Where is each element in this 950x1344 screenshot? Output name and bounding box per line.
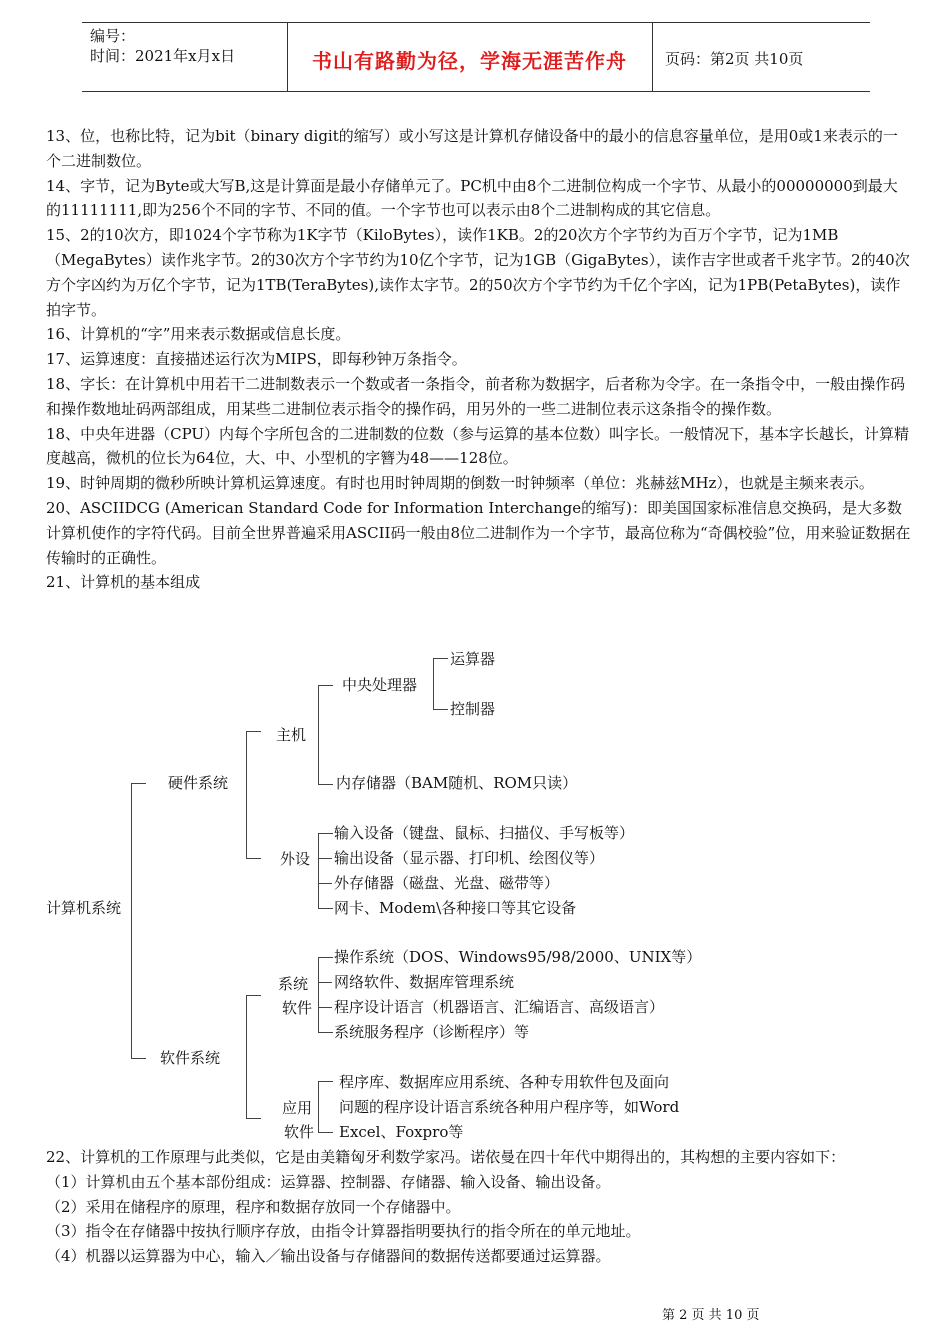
tree-network: 网卡、Modem\各种接口等其它设备 [334,899,577,917]
tree-application-line: 问题的程序设计语言系统各种用户程序等，如Word [339,1098,680,1116]
bracket-tick [318,883,332,884]
paragraph: 19、时钟周期的微秒所映计算机运算速度。有时也用时钟周期的倒数一时钟频率（单位：兆赫兹MHz），也就是主频来表示。 [46,474,874,493]
header-motto: 书山有路勤为径，学海无涯苦作舟 [312,49,627,73]
bracket-tick [318,982,332,983]
header-page-number: 页码：第2页 共10页 [665,50,804,68]
paragraph: （3）指令在存储器中按执行顺序存放，由指令计算器指明要执行的指令所在的单元地址。 [46,1222,641,1241]
paragraph: 18、中央年进器（CPU）内每个字所包含的二进制数的位数（参与运算的基本位数）叫字长。一般情况下，基本字长越长，计算精度越高，微机的位长为64位，大、中、小型机的字簪为48——128位。 [46,424,910,468]
paragraph: 21、计算机的基本组成 [46,573,201,592]
tree-network-software: 网络软件、数据库管理系统 [334,973,515,991]
root-bracket [131,783,146,1059]
paragraph: （4）机器以运算器为中心，输入／输出设备与存储器间的数据传送都要通过运算器。 [46,1247,611,1266]
software-bracket [246,995,261,1119]
paragraph: （1）计算机由五个基本部份组成：运算器、控制器、存储器、输入设备、输出设备。 [46,1172,611,1191]
paragraph: 16、计算机的“字”用来表示数据或信息长度。 [46,325,351,344]
paragraph: 15、2的10次方，即1024个字节称为1K字节（KiloBytes），读作1KB。2的20次方个字节约为百万个字节，记为1MB（MegaBytes）读作兆字节。2的30次方个字节约为10亿个字节，记为1GB（GigaBytes），读作吉字世或者千兆字节。2的40次方个字凶约为万亿个字节，记为1TB(TeraBytes),读作太字节。2的50次方个字节约为千亿个字凶，记为1PB(PetaBytes)，读作拍字节。 [46,226,910,319]
bracket-tick [318,858,332,859]
tree-application-software: 软件 [284,1123,315,1141]
hardware-bracket [246,731,261,859]
tree-system-software: 软件 [282,999,313,1017]
tree-application-software: 应用 [282,1099,313,1117]
number-label: 编号： [90,27,136,45]
system-software-bracket [318,957,333,1033]
paragraph: 17、运算速度：直接描述运行次为MIPS，即每秒钟万条指令。 [46,350,467,369]
paragraph: 20、ASCIIDCG (American Standard Code for Information Interchange的缩写)：即美国国家标准信息交换码，是大多数计算机使作的字符代码。目前全世界普遍采用ASCII码一般由8位二进制作为一个字节，最高位称为“奇偶校验”位，用来验证数据在传输时的正确性。 [46,498,911,567]
time-label: 时间：2021年x月x日 [90,47,236,65]
tree-memory: 内存储器（BAM随机、ROM只读） [336,774,578,792]
tree-output: 输出设备（显示器、打印机、绘图仪等） [334,849,605,867]
tree-software: 软件系统 [160,1049,221,1067]
tree-input: 输入设备（键盘、鼠标、扫描仪、手写板等） [334,824,635,842]
paragraph: 13、位，也称比特，记为bit（binary digit的缩写）或小写这是计算机存储设备中的最小的信息容量单位，是用0或1来表示的一个二进制数位。 [46,127,898,170]
tree-os: 操作系统（DOS、Windows95/98/2000、UNIX等） [334,948,702,966]
tree-cpu: 中央处理器 [342,676,418,694]
cpu-bracket [433,658,448,710]
tree-application-line: 程序库、数据库应用系统、各种专用软件包及面向 [339,1073,670,1091]
tree-peripheral: 外设 [280,850,311,868]
tree-controller: 控制器 [450,700,496,718]
application-software-bracket [318,1081,333,1133]
paragraph: （2）采用在储程序的原理，程序和数据存放同一个存储器中。 [46,1197,461,1216]
paragraph: 22、计算机的工作原理与此类似，它是由美籍匈牙利数学家冯。诺依曼在四十年代中期得出的，其构想的主要内容如下： [46,1148,846,1166]
peripheral-bracket [318,833,333,909]
body-text-continued [46,1145,912,1269]
tree-languages: 程序设计语言（机器语言、汇编语言、高级语言） [334,998,665,1016]
tree-system-software: 系统 [278,975,309,993]
tree-application-line: Excel、Foxpro等 [339,1123,464,1141]
bracket-tick [318,1007,332,1008]
page-footer: 第 2 页 共 10 页 [662,1308,760,1323]
tree-storage: 外存储器（磁盘、光盘、磁带等） [334,874,560,892]
tree-root: 计算机系统 [46,899,122,917]
tree-alu: 运算器 [450,650,496,668]
tree-host: 主机 [276,726,307,744]
tree-hardware: 硬件系统 [168,774,229,792]
tree-services: 系统服务程序（诊断程序）等 [334,1023,530,1041]
paragraph: 18、字长：在计算机中用若干二进制数表示一个数或者一条指令，前者称为数据字，后者称为令字。在一条指令中，一般由操作码和操作数地址码两部组成，用某些二进制位表示指令的操作码，用另外的一些二进制位表示这条指令的操作数。 [46,374,906,418]
paragraph: 14、字节，记为Byte或大写B,这是计算面是最小存储单元了。PC机中由8个二进制位构成一个字节、从最小的00000000到最大的11111111,即为256个不同的字节、不同的值。一个字节也可以表示由8个二进制构成的其它信息。 [46,176,898,220]
host-bracket [318,685,333,785]
